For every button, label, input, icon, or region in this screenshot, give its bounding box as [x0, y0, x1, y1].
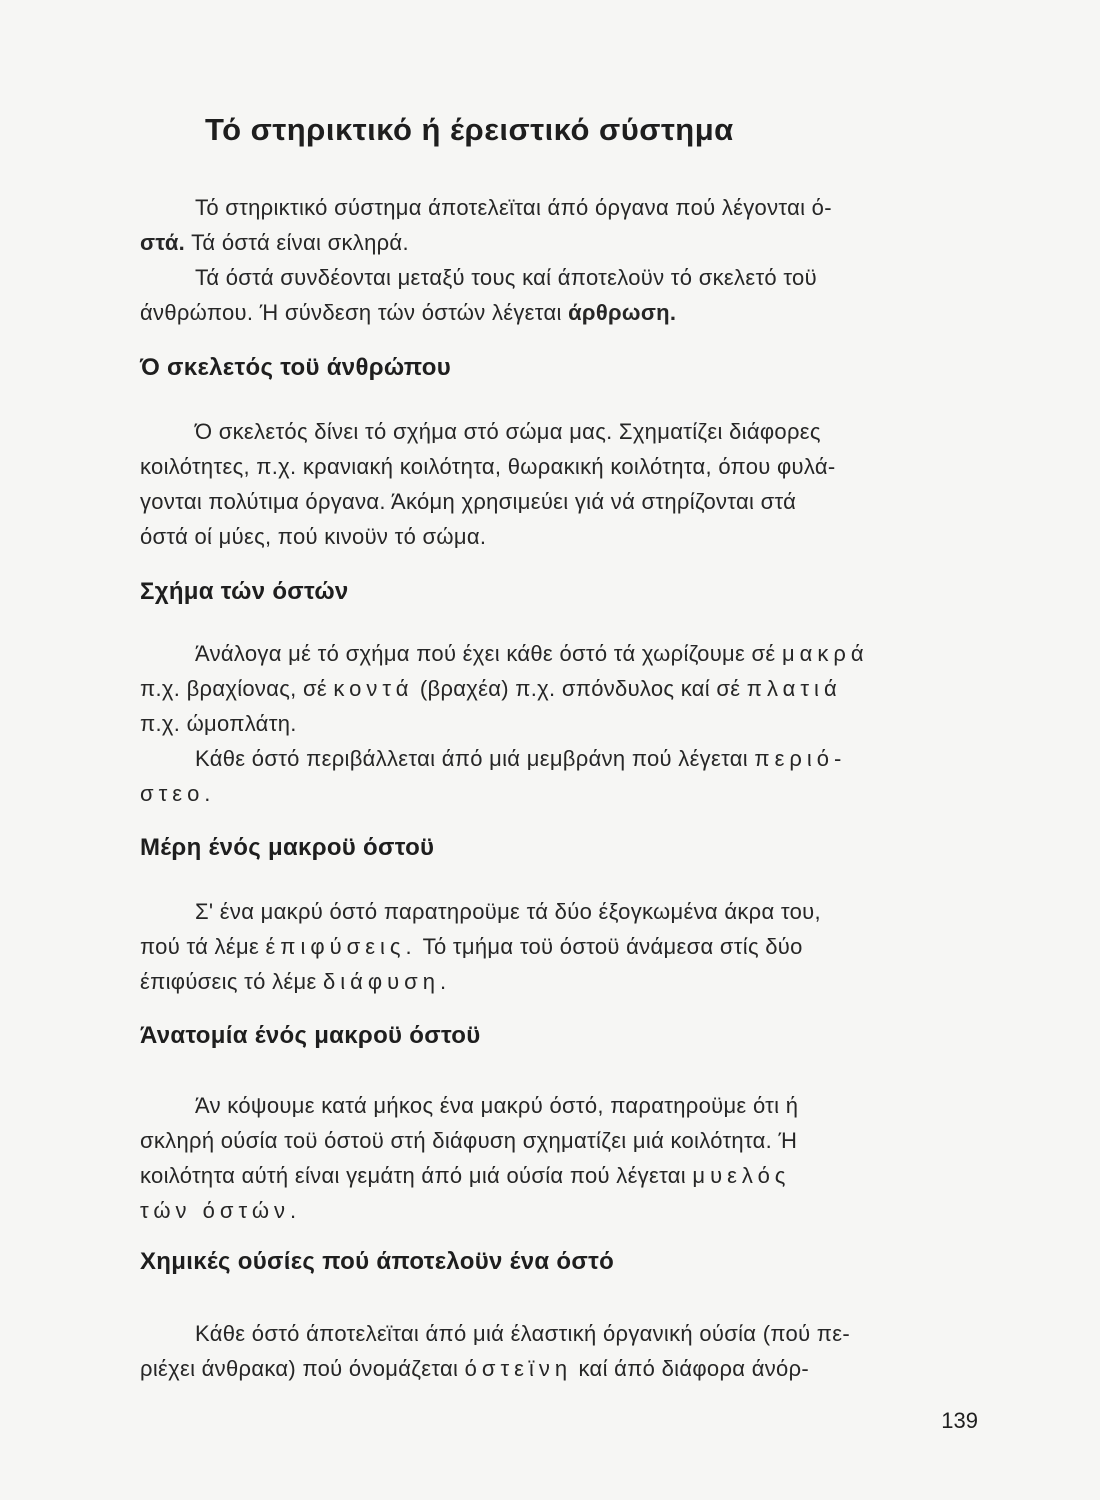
page-number: 139 — [941, 1408, 978, 1433]
spaced-term: μυελός — [692, 1163, 791, 1188]
spaced-term: περιό- — [754, 746, 847, 771]
section-heading-parts: Μέρη ένός μακροϋ όστοϋ — [140, 834, 435, 861]
text-line: Κάθε όστό άποτελεϊται άπό μιά έλαστική όργανική ούσία (πού πε- — [195, 1321, 851, 1346]
text-line — [140, 964, 980, 999]
text-span: άνθρώπου. Ή σύνδεση τών όστών λέγεται — [140, 300, 569, 325]
text-span: Κάθε όστό περιβάλλεται άπό μιά μεμβράνη πού λέγεται — [195, 746, 755, 771]
bold-term: άρθρωση. — [568, 300, 677, 325]
section-heading-skeleton: Ό σκελετός τοϋ άνθρώπου — [140, 354, 452, 381]
text-line: Ό σκελετός δίνει τό σχήμα στό σώμα μας. Σχηματίζει διάφορες — [195, 419, 821, 444]
text-line: γονται πολύτιμα όργανα. Άκόμη χρησιμεύει γιά νά στηρίζονται στά — [140, 489, 797, 514]
text-line — [140, 1158, 980, 1193]
section-heading-chemical: Χημικές ούσίες πού άποτελοϋν ένα όστό — [140, 1248, 615, 1275]
intro-paragraph — [140, 190, 980, 330]
spaced-term: έπιφύσεις. — [265, 934, 417, 959]
text-line — [140, 295, 980, 330]
shape-paragraph — [140, 636, 980, 811]
text-line — [140, 929, 980, 964]
text-line: Τό στηρικτικό σύστημα άποτελεϊται άπό όργανα πού λέγονται ό- — [195, 195, 832, 220]
text-line: τών όστών. — [140, 1198, 302, 1223]
text-line — [140, 671, 980, 706]
page-title: Τό στηρικτικό ή έρειστικό σύστημα — [205, 112, 734, 147]
bold-term: στά. — [140, 230, 186, 255]
text-line: Άν κόψουμε κατά μήκος ένα μακρύ όστό, παρατηροϋμε ότι ή — [195, 1093, 799, 1118]
chemical-paragraph — [140, 1316, 980, 1386]
section-heading-shape: Σχήμα τών όστών — [140, 578, 349, 605]
text-line — [140, 636, 980, 671]
section-heading-anatomy: Άνατομία ένός μακροϋ όστοϋ — [140, 1022, 481, 1049]
text-line: Τά όστά συνδέονται μεταξύ τους καί άποτελοϋν τό σκελετό τοϋ — [195, 265, 817, 290]
text-line: σκληρή ούσία τοϋ όστοϋ στή διάφυση σχηματίζει μιά κοιλότητα. Ή — [140, 1128, 798, 1153]
spaced-term: κοντά — [333, 676, 414, 701]
text-line — [140, 1351, 980, 1386]
text-line: όστά οί μύες, πού κινοϋν τό σώμα. — [140, 524, 487, 549]
text-line: στεο. — [140, 781, 216, 806]
text-line: Σ' ένα μακρύ όστό παρατηροϋμε τά δύο έξογκωμένα άκρα του, — [195, 899, 821, 924]
text-line — [140, 225, 980, 260]
text-span: Τό τμήμα τοϋ όστοϋ άνάμεσα στίς δύο — [416, 934, 803, 959]
text-span: π.χ. βραχίονας, σέ — [140, 676, 334, 701]
skeleton-paragraph — [140, 414, 980, 554]
spaced-term: μακρά — [781, 641, 869, 666]
text-span: κοιλότητα αύτή είναι γεμάτη άπό μιά ούσία πού λέγεται — [140, 1163, 693, 1188]
text-line: κοιλότητες, π.χ. κρανιακή κοιλότητα, θωρακική κοιλότητα, όπου φυλά- — [140, 454, 836, 479]
text-line: π.χ. ώμοπλάτη. — [140, 711, 297, 736]
text-span: πού τά λέμε — [140, 934, 266, 959]
parts-paragraph — [140, 894, 980, 999]
spaced-term: όστεϊνη — [464, 1356, 573, 1381]
anatomy-paragraph — [140, 1088, 980, 1228]
text-span: (βραχέα) π.χ. σπόνδυλος καί σέ — [413, 676, 747, 701]
text-span: καί άπό διάφορα άνόρ- — [572, 1356, 810, 1381]
spaced-term: διάφυση. — [323, 969, 452, 994]
text-span: Άνάλογα μέ τό σχήμα πού έχει κάθε όστό τά χωρίζουμε σέ — [195, 641, 782, 666]
text-span: Τά όστά είναι σκληρά. — [185, 230, 409, 255]
text-span: έπιφύσεις τό λέμε — [140, 969, 324, 994]
text-line — [140, 741, 980, 776]
spaced-term: πλατιά — [746, 676, 842, 701]
text-span: ριέχει άνθρακα) πού όνομάζεται — [140, 1356, 465, 1381]
